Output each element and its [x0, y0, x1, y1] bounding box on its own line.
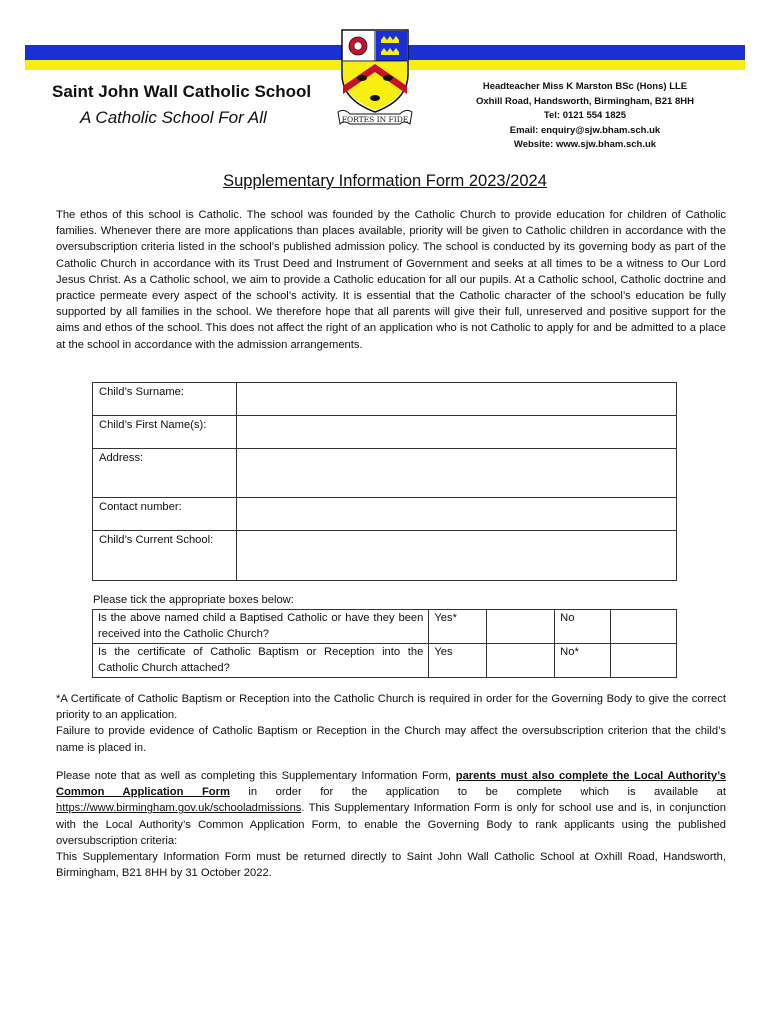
headteacher-line: Headteacher Miss K Marston BSc (Hons) LLE — [482, 81, 688, 92]
first-names-label: Child’s First Name(s): — [93, 416, 237, 449]
surname-field[interactable] — [237, 383, 677, 416]
baptism-no-label: No — [555, 610, 611, 644]
contact-number-field[interactable] — [237, 498, 677, 531]
current-school-label: Child’s Current School: — [93, 531, 237, 581]
return-instruction: This Supplementary Information Form must be returned directly to Saint John Wall Catholic School at Oxhill Road, Handsworth, Birmingham, B21 8HH by 31 October 2022. — [56, 851, 726, 880]
ethos-paragraph: The ethos of this school is Catholic. The school was founded by the Catholic Church to provide education for children of Catholic families. Whenever there are more applications than places available, priority will be given to Catholic children in accordance with the oversubscription criteria listed in the school’s published admission policy. The school is conducted by its governing body as part of the Catholic Church in accordance with its Trust Deed and Instrument of Government and seeks at all times to be a witness to Our Lord Jesus Christ. As a Catholic school, we aim to provide a Catholic education for all our pupils. At a Catholic school, Catholic doctrine and practice permeate every aspect of the school’s activity. It is essential that the Catholic character of the school’s education be fully supported by all families in the school. We therefore hope that all parents will give their full, unreserved and positive support for the aims and ethos of the school. This does not affect the right of an application who is not Catholic to apply for and be admitted to a place at the school in accordance with the admission arrangements. — [56, 209, 726, 351]
contact-block — [455, 80, 715, 153]
notes-block — [56, 691, 726, 756]
form-title: Supplementary Information Form 2023/2024 — [223, 172, 547, 190]
admissions-link[interactable]: https://www.birmingham.gov.uk/schooladmissions — [56, 802, 302, 815]
closing-text-3: . This Supplementary Information Form is only for school use and is, in conjunction with the Local Authority’s Common Application Form, to enable the Governing Body to rank applicants using the published oversubscription criteria: — [56, 802, 726, 847]
certificate-question: Is the certificate of Catholic Baptism or Reception into the Catholic Church attached? — [93, 644, 429, 678]
failure-note: Failure to provide evidence of Catholic Baptism or Reception in the Church may affect the oversubscription criterion that the child’s name is placed in. — [56, 725, 726, 754]
address-label: Address: — [93, 449, 237, 498]
tick-boxes-table — [92, 609, 677, 678]
surname-label: Child’s Surname: — [93, 383, 237, 416]
certificate-no-checkbox[interactable] — [611, 644, 677, 678]
baptism-yes-label: Yes* — [429, 610, 487, 644]
school-name: Saint John Wall Catholic School — [52, 82, 312, 101]
baptism-question: Is the above named child a Baptised Catholic or have they been received into the Catholic Church? — [93, 610, 429, 644]
closing-text-1: Please note that as well as completing this Supplementary Information Form, — [56, 770, 456, 782]
certificate-no-label: No* — [555, 644, 611, 678]
closing-paragraph — [56, 768, 726, 849]
current-school-field[interactable] — [237, 531, 677, 581]
tick-instruction: Please tick the appropriate boxes below: — [93, 594, 294, 606]
school-crest-logo — [334, 28, 416, 128]
certificate-note: *A Certificate of Catholic Baptism or Reception into the Catholic Church is required in order for the Governing Body to give the correct priority to an application. — [56, 693, 726, 722]
school-motto: A Catholic School For All — [80, 108, 267, 127]
child-details-table — [92, 382, 677, 581]
tel-line: Tel: 0121 554 1825 — [543, 110, 627, 121]
svg-text:FORTES IN FIDE: FORTES IN FIDE — [341, 115, 409, 124]
baptism-yes-checkbox[interactable] — [487, 610, 555, 644]
address-line: Oxhill Road, Handsworth, Birmingham, B21 8HH — [475, 95, 694, 107]
website-line[interactable]: Website: www.sjw.bham.sch.uk — [513, 139, 657, 150]
common-application-emphasis: parents must also complete the Local Authority’s Common Application Form — [56, 770, 726, 799]
email-line[interactable]: Email: enquiry@sjw.bham.sch.uk — [509, 124, 661, 136]
closing-text-2: in order for the application to be complete which is available at — [229, 786, 727, 799]
contact-number-label: Contact number: — [93, 498, 237, 531]
certificate-yes-checkbox[interactable] — [487, 644, 555, 678]
closing-block — [56, 768, 726, 881]
first-names-field[interactable] — [237, 416, 677, 449]
certificate-yes-label: Yes — [429, 644, 487, 678]
baptism-no-checkbox[interactable] — [611, 610, 677, 644]
address-field[interactable] — [237, 449, 677, 498]
